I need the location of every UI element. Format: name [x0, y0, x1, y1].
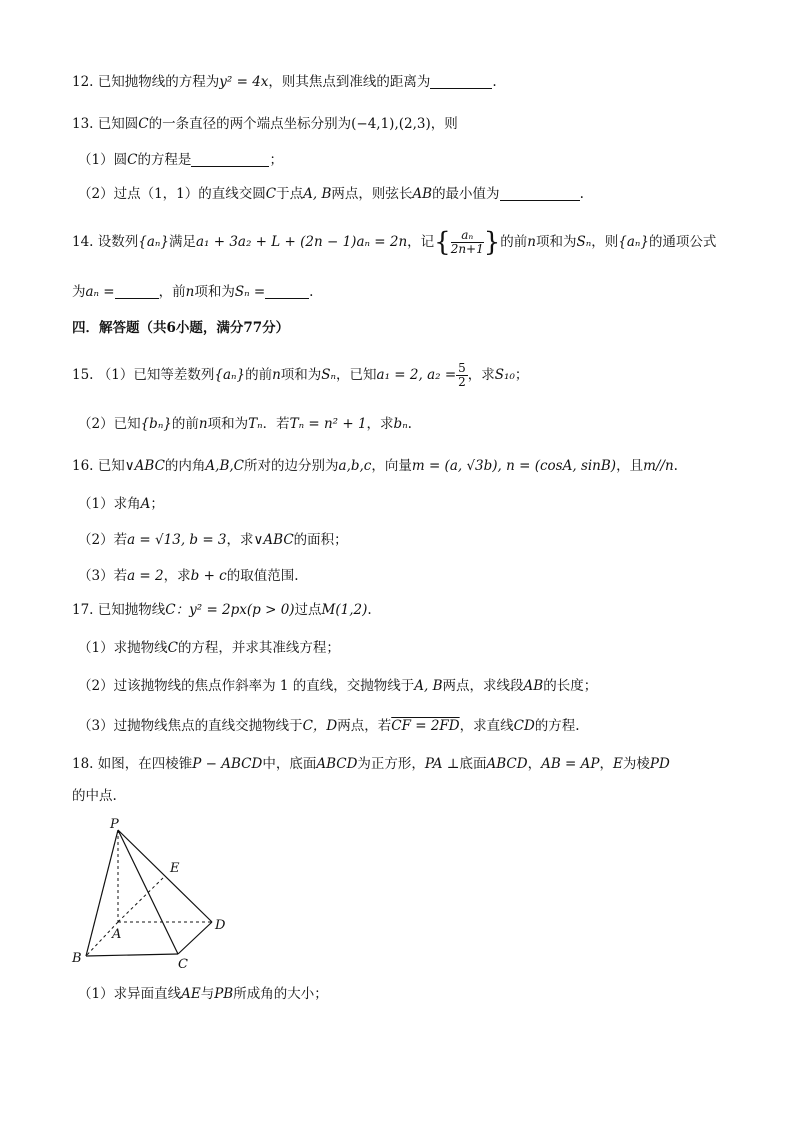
question-12 — [72, 72, 497, 92]
question-text: . — [367, 602, 372, 618]
question-text: ，前 — [158, 284, 186, 300]
fraction-numerator: 5 — [458, 361, 466, 375]
math-expression: a,b,c — [338, 458, 372, 474]
question-text: ，求 — [467, 367, 495, 383]
question-text: 的长度； — [543, 678, 598, 694]
math-var: AB — [523, 678, 544, 694]
math-var: C — [127, 152, 138, 168]
question-text: 已知 — [97, 458, 125, 474]
question-text: ； — [150, 496, 164, 512]
question-text: 已知抛物线的方程为 — [97, 74, 220, 90]
question-text: . — [492, 74, 497, 90]
math-expression: AB = AP — [541, 756, 600, 772]
math-var: AB — [412, 186, 433, 202]
label-E: E — [170, 861, 180, 876]
math-expression: {aₙ} — [214, 367, 246, 383]
question-text: ．若 — [262, 416, 290, 432]
question-text: 项和为 — [194, 284, 235, 300]
math-expression: Sₙ = — [234, 284, 266, 300]
question-text: ，记 — [407, 234, 435, 250]
question-text: ； — [514, 367, 529, 383]
answer-blank[interactable] — [115, 284, 159, 299]
fraction — [451, 229, 484, 256]
segment-AE — [118, 876, 165, 922]
question-text: 项和为 — [280, 367, 322, 383]
math-var: CD — [513, 718, 535, 734]
math-expression: A,B,C — [205, 458, 245, 474]
math-expression: a = √13, b = 3 — [127, 532, 227, 548]
math-var: S₁₀ — [494, 367, 515, 383]
math-expression: {bₙ} — [140, 416, 172, 432]
fraction-numerator: aₙ — [451, 229, 484, 243]
question-text: 为 — [72, 284, 86, 300]
math-expression: {aₙ} — [138, 234, 169, 250]
math-expression: a₁ + 3a₂ + L + (2n − 1)aₙ = 2n — [195, 234, 408, 250]
fraction-denominator: 2n+1 — [450, 242, 484, 256]
question-14-line-2 — [72, 282, 313, 302]
pyramid-figure — [70, 812, 240, 972]
math-var: n — [185, 284, 195, 300]
question-text: 设数列 — [97, 234, 139, 250]
question-text: ，求 — [366, 416, 394, 432]
question-text: 的最小值为 — [432, 186, 500, 202]
question-text: 的面积； — [293, 532, 348, 548]
question-text: 项和为 — [207, 416, 249, 432]
question-13-part-2 — [78, 184, 584, 204]
question-text: 所对的边分别为 — [244, 458, 339, 474]
question-14-line-1 — [72, 229, 716, 256]
question-17-intro — [72, 600, 372, 620]
question-text: （2）过点（1，1）的直线交圆 — [78, 186, 266, 202]
question-16-part-3 — [78, 566, 299, 586]
question-text: 已知抛物线 — [97, 602, 166, 618]
answer-blank[interactable] — [430, 74, 492, 89]
question-number: 12. — [72, 74, 94, 90]
question-number: 15. — [72, 367, 94, 383]
question-number: 13. — [72, 116, 94, 132]
question-text: ； — [269, 152, 283, 168]
math-expression: (−4,1),(2,3) — [351, 116, 431, 132]
question-text: 的方程是 — [137, 152, 192, 168]
question-16-part-2 — [78, 530, 348, 550]
question-15-part-2 — [78, 414, 412, 434]
question-text: 过点 — [294, 602, 322, 618]
brace-right: } — [483, 227, 501, 258]
question-text: 的方程，并求其准线方程； — [177, 640, 340, 656]
label-B: B — [72, 951, 82, 966]
question-18-intro — [72, 754, 670, 774]
math-var: PB — [214, 986, 234, 1002]
question-text: . — [309, 284, 314, 300]
edge-CD — [178, 922, 212, 954]
question-16-intro — [72, 456, 678, 476]
math-expression: b + c — [190, 568, 227, 584]
label-D: D — [215, 918, 226, 933]
question-text: ，求 — [163, 568, 191, 584]
question-text: 的前 — [500, 234, 528, 250]
math-var: bₙ — [393, 416, 408, 432]
question-text: 的内角 — [164, 458, 206, 474]
question-16-part-1 — [78, 494, 164, 514]
label-P: P — [110, 817, 119, 832]
math-var: A, B — [414, 678, 443, 694]
math-var: C，D — [302, 718, 338, 734]
question-text: （2）过该抛物线的焦点作斜率为 1 的直线，交抛物线于 — [78, 678, 415, 694]
math-expression: y² = 4x — [219, 74, 269, 90]
math-var: ABCD — [316, 756, 358, 772]
math-var: E — [613, 756, 623, 772]
math-expression: P − ABCD — [192, 756, 263, 772]
question-17-part-2 — [78, 676, 597, 696]
math-var: n — [527, 234, 536, 250]
math-var: A, B — [303, 186, 332, 202]
math-var: Tₙ — [248, 416, 263, 432]
section-heading: 四．解答题（共6小题，满分77分） — [72, 320, 290, 336]
edge-BC — [86, 954, 178, 956]
question-text: （2）若 — [78, 532, 128, 548]
question-text: ，已知 — [336, 367, 377, 383]
question-text: 所成角的大小； — [233, 986, 328, 1002]
answer-blank[interactable] — [500, 186, 580, 201]
math-expression: m = (a, √3b), n = (cosA, sinB) — [411, 458, 617, 474]
question-number: 14. — [72, 234, 94, 250]
fraction-denominator: 2 — [458, 375, 466, 389]
math-var: Sₙ — [321, 367, 337, 383]
math-expression: ∨ABC — [124, 458, 165, 474]
question-text: （1）圆 — [78, 152, 128, 168]
math-expression: aₙ = — [85, 284, 115, 300]
math-var: A — [140, 496, 151, 512]
question-text: 的前 — [245, 367, 273, 383]
question-number: 16. — [72, 458, 94, 474]
question-text: 的一条直径的两个端点坐标分别为 — [148, 116, 352, 132]
question-text: 的取值范围. — [226, 568, 299, 584]
question-text: 底面 — [459, 756, 487, 772]
question-text: 为棱 — [622, 756, 650, 772]
math-expression: C：y² = 2px(p > 0) — [165, 602, 295, 618]
question-text: ，则其焦点到准线的距离为 — [268, 74, 431, 90]
math-var: C — [167, 640, 178, 656]
math-var: AE — [181, 986, 201, 1002]
question-text: ，且 — [616, 458, 644, 474]
question-text: （1）求异面直线 — [78, 986, 182, 1002]
label-A: A — [112, 927, 122, 942]
question-text: 的方程. — [534, 718, 580, 734]
question-17-part-1 — [78, 638, 340, 658]
math-expression: M(1,2) — [321, 602, 368, 618]
math-expression: Tₙ = n² + 1 — [289, 416, 367, 432]
fraction — [456, 362, 468, 389]
math-expression: PA ⊥ — [424, 756, 460, 772]
question-text: ， — [527, 756, 542, 772]
question-text: （3）若 — [78, 568, 128, 584]
brace-left: { — [434, 227, 451, 258]
question-text: 于点 — [276, 186, 304, 202]
question-text: 的通项公式 — [648, 234, 717, 250]
math-var: Sₙ — [576, 234, 592, 250]
question-text: . — [673, 458, 678, 474]
question-text: ，则 — [591, 234, 619, 250]
question-text: （3）过抛物线焦点的直线交抛物线于 — [78, 718, 303, 734]
math-expression: a = 2 — [127, 568, 164, 584]
question-text: 为正方形， — [357, 756, 425, 772]
question-text: 如图，在四棱锥 — [97, 756, 193, 772]
question-text: 的前 — [171, 416, 199, 432]
question-text: （2）已知 — [78, 416, 141, 432]
question-text: ， — [599, 756, 613, 772]
question-text: （1）求抛物线 — [78, 640, 168, 656]
question-13-intro — [72, 114, 458, 134]
answer-blank[interactable] — [265, 284, 309, 299]
question-text: ，则 — [430, 116, 458, 132]
question-number: 17. — [72, 602, 94, 618]
question-18-intro-line-2: 的中点. — [72, 788, 117, 804]
answer-blank[interactable] — [191, 152, 269, 167]
question-13-part-1 — [78, 150, 283, 170]
question-number: 18. — [72, 756, 94, 772]
math-expression: CF = 2FD — [391, 718, 460, 734]
question-18-part-1 — [78, 984, 328, 1004]
question-text: . — [407, 416, 412, 432]
math-var: C — [265, 186, 277, 202]
label-C: C — [178, 957, 188, 972]
math-expression: {aₙ} — [618, 234, 649, 250]
question-text: 两点，则弦长 — [331, 186, 413, 202]
math-var: ABCD — [486, 756, 528, 772]
question-text: 项和为 — [536, 234, 577, 250]
math-var: n — [272, 367, 281, 383]
question-text: （1）已知等差数列 — [97, 367, 215, 383]
question-text: ，向量 — [371, 458, 412, 474]
math-var: n — [198, 416, 208, 432]
question-text: ，求直线 — [459, 718, 514, 734]
math-expression: a₂ = — [427, 367, 457, 383]
math-expression: m//n — [643, 458, 674, 474]
question-text: ，求 — [226, 532, 254, 548]
question-text: 两点，求线段 — [442, 678, 524, 694]
question-text: . — [579, 186, 584, 202]
question-text: 两点，若 — [337, 718, 392, 734]
math-expression: a₁ = 2, — [376, 367, 423, 383]
question-text: 满足 — [168, 234, 196, 250]
math-var: C — [138, 116, 149, 132]
question-text: 中，底面 — [262, 756, 317, 772]
math-expression: ∨ABC — [253, 532, 294, 548]
question-15-part-1 — [72, 362, 528, 389]
question-text: 已知圆 — [97, 116, 139, 132]
question-17-part-3 — [78, 716, 580, 736]
question-text: （1）求角 — [78, 496, 141, 512]
question-text: 与 — [200, 986, 215, 1002]
math-var: PD — [649, 756, 670, 772]
